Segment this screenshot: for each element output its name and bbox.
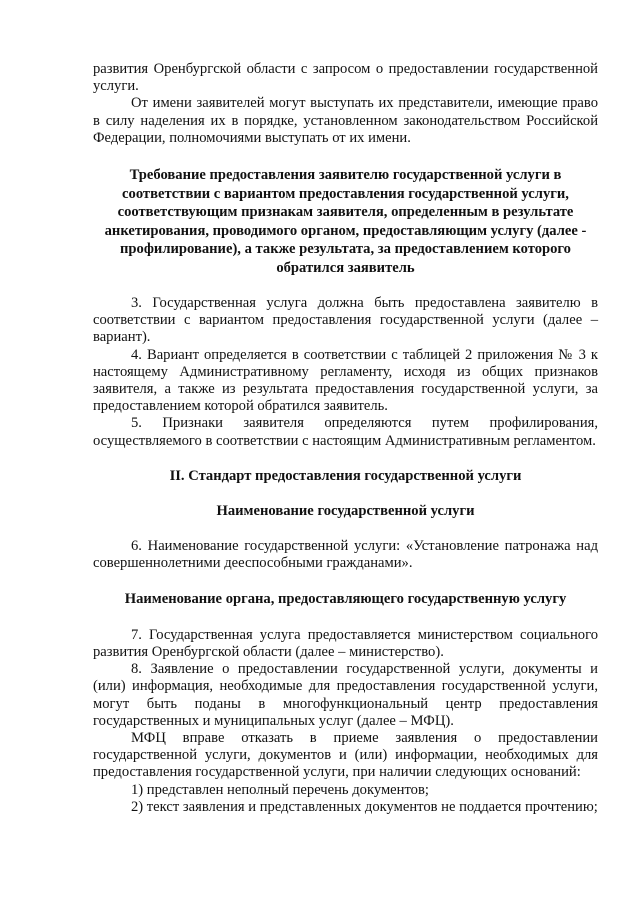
paragraph-continuation: развития Оренбургской области с запросом о предоставлении государственной услуги. bbox=[93, 61, 598, 95]
heading-section-2: II. Стандарт предоставления государственной услуги bbox=[169, 467, 522, 484]
heading-service-name: Наименование государственной услуги bbox=[216, 503, 475, 520]
list-item-1: 1) представлен неполный перечень документов; bbox=[131, 781, 429, 798]
paragraph-representatives: От имени заявителей могут выступать их представители, имеющие право в силу наделения их в порядке, установленном законодательством Российской Федерации, полномочиями выступать от их имени. bbox=[93, 95, 598, 146]
list-item-2: 2) текст заявления и представленных документов не поддается прочтению; bbox=[131, 798, 598, 815]
paragraph-5: 5. Признаки заявителя определяются путем профилирования, осуществляемого в соответствии с настоящим Административным регламентом. bbox=[93, 415, 598, 449]
heading-requirement: Требование предоставления заявителю государственной услуги в соответствии с вариантом предоставления государственной услуги, соответствующим признакам заявителя, определенным в результате анкетирования, проводимого органом, предоставляющим услугу (далее - профилирование), а также результата, за предоставлением которого обратился заявитель bbox=[104, 167, 587, 276]
paragraph-7: 7. Государственная услуга предоставляется министерством социального развития Оренбургской области (далее – министерство). bbox=[93, 626, 598, 660]
heading-organization: Наименование органа, предоставляющего государственную услугу bbox=[124, 591, 567, 608]
paragraph-3: 3. Государственная услуга должна быть предоставлена заявителю в соответствии с вариантом предоставления государственной услуги (далее – вариант). bbox=[93, 295, 598, 346]
paragraph-6: 6. Наименование государственной услуги: «Установление патронажа над совершеннолетними дееспособными гражданами». bbox=[93, 537, 598, 572]
paragraph-mfc-refusal: МФЦ вправе отказать в приеме заявления о предоставлении государственной услуги, документов и (или) информации, необходимых для предоставления государственной услуги, при наличии следующих оснований: bbox=[93, 729, 598, 781]
paragraph-4: 4. Вариант определяется в соответствии с таблицей 2 приложения № 3 к настоящему Административному регламенту, исходя из общих признаков заявителя, а также из результата предоставления государственной услуги, за предоставлением которой обратился заявитель. bbox=[93, 346, 598, 415]
paragraph-8: 8. Заявление о предоставлении государственной услуги, документы и (или) информация, необходимые для предоставления государственной услуги, могут быть поданы в многофункциональный центр предоставления государственных и муниципальных услуг (далее – МФЦ). bbox=[93, 661, 598, 729]
